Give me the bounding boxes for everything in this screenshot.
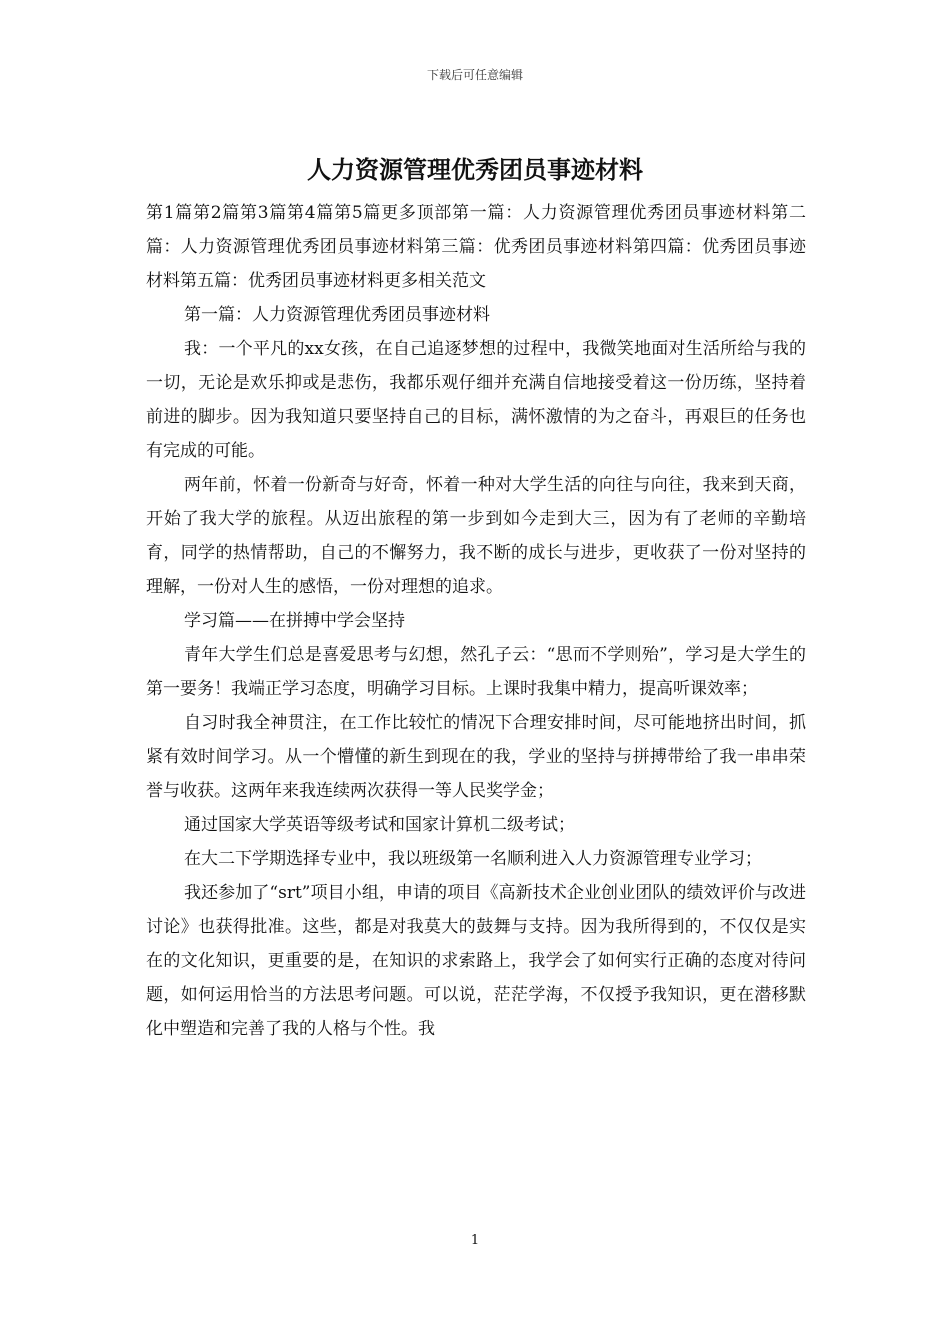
paragraph: 自习时我全神贯注，在工作比较忙的情况下合理安排时间，尽可能地挤出时间，抓紧有效时间学习。从一个懵懂的新生到现在的我，学业的坚持与拼搏带给了我一串串荣誉与收获。这两年来我连续两次获得一等人民奖学金； — [146, 713, 806, 801]
paragraph: 我还参加了“srt”项目小组，申请的项目《高新技术企业创业团队的绩效评价与改进讨论》也获得批准。这些，都是对我莫大的鼓舞与支持。因为我所得到的，不仅仅是实在的文化知识，更重要的是，在知识的求索路上，我学会了如何实行正确的态度对待问题，如何运用恰当的方法思考问题。可以说，茫茫学海，不仅授予我知识，更在潜移默化中塑造和完善了我的人格与个性。我 — [146, 883, 806, 1039]
document-body — [146, 196, 806, 1046]
document-title: 人力资源管理优秀团员事迹材料 — [307, 155, 643, 184]
paragraph: 在大二下学期选择专业中，我以班级第一名顺利进入人力资源管理专业学习； — [184, 849, 762, 869]
page-number: 1 — [470, 1233, 480, 1248]
paragraph-subheading: 学习篇——在拼搏中学会坚持 — [184, 611, 405, 631]
header-note: 下载后可任意编辑 — [426, 68, 523, 82]
paragraph-section-heading: 第一篇：人力资源管理优秀团员事迹材料 — [184, 305, 490, 325]
paragraph: 我：一个平凡的xx女孩，在自己追逐梦想的过程中，我微笑地面对生活所给与我的一切，无论是欢乐抑或是悲伤，我都乐观仔细并充满自信地接受着这一份历练，坚持着前进的脚步。因为我知道只要坚持自己的目标，满怀激情的为之奋斗，再艰巨的任务也有完成的可能。 — [146, 339, 806, 461]
paragraph: 通过国家大学英语等级考试和国家计算机二级考试； — [184, 815, 575, 835]
paragraph-toc: 第1篇第2篇第3篇第4篇第5篇更多顶部第一篇：人力资源管理优秀团员事迹材料第二篇：人力资源管理优秀团员事迹材料第三篇：优秀团员事迹材料第四篇：优秀团员事迹材料第五篇：优秀团员事迹材料更多相关范文 — [146, 203, 806, 291]
paragraph: 青年大学生们总是喜爱思考与幻想，然孔子云：“思而不学则殆”，学习是大学生的第一要务！我端正学习态度，明确学习目标。上课时我集中精力，提高听课效率； — [146, 645, 806, 699]
paragraph: 两年前，怀着一份新奇与好奇，怀着一种对大学生活的向往与向往，我来到天商，开始了我大学的旅程。从迈出旅程的第一步到如今走到大三，因为有了老师的辛勤培育，同学的热情帮助，自己的不懈努力，我不断的成长与进步，更收获了一份对坚持的理解，一份对人生的感悟，一份对理想的追求。 — [146, 475, 806, 597]
